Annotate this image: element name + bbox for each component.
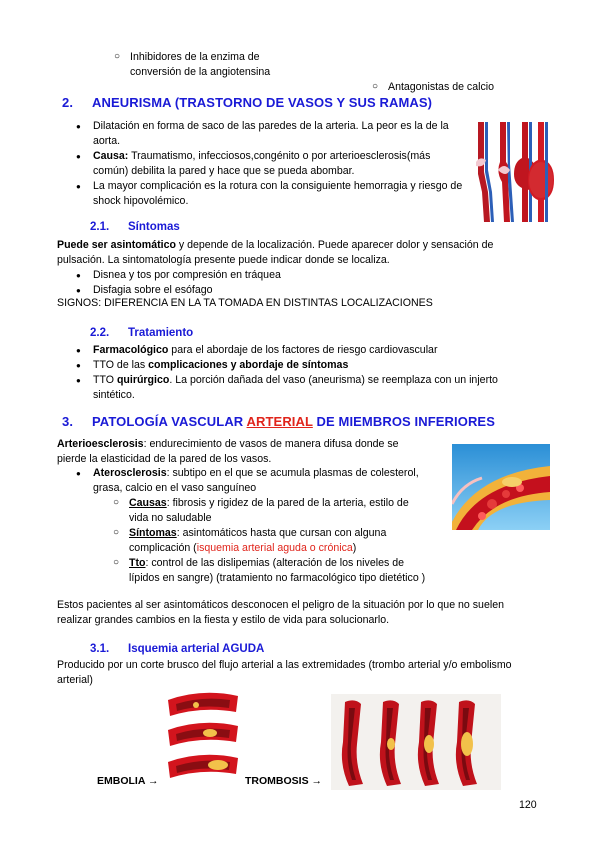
label-bold: Tto [129,557,146,569]
subsection-heading [90,642,264,657]
list-item [73,466,449,586]
aneurysm-illustration [472,122,554,222]
embolism-illustration [166,690,240,782]
text-bold: Farmacológico [93,344,169,356]
list-item-text: : fibrosis y rigidez de la pared de la arteria, estilo de vida no saludable [129,497,409,524]
subsection-number: 2.1. [90,221,110,233]
subsection-heading [90,326,193,341]
text-bold: Arterioesclerosis [57,438,144,450]
list-item-text: Disnea y tos por compresión en tráquea [93,269,281,281]
text-bold: Puede ser asintomático [57,239,176,251]
list-item [73,268,513,283]
section-title-highlight: ARTERIAL [246,414,313,429]
list-item-text: . La porción dañada del vaso (aneurisma) se reemplaza con un injerto sintético. [93,374,498,401]
section-number: 3. [62,414,74,429]
text-bold: Aterosclerosis [93,467,167,479]
list-item [73,119,465,149]
list-item-text: para el abordaje de los factores de riesgo cardiovascular [168,344,438,356]
subsection-title: Isquemia arterial AGUDA [128,643,265,655]
paragraph: Estos pacientes al ser asintomáticos desconocen el peligro de la situación por lo que no suelen realizar grandes cambios en la fiesta y estilo de vida para solucionarlo. [57,599,504,626]
aneurysm-list [73,119,465,209]
page-number: 120 [519,799,537,811]
paragraph: Producido por un corte brusco del flujo arterial a las extremidades (trombo arterial y/o embolismo arterial) [57,659,512,686]
list-item-text: Dilatación en forma de saco de las paredes de la arteria. La peor es la de la aorta. [93,120,449,147]
subsection-heading [90,220,180,235]
signs-line: SIGNOS: DIFERENCIA EN LA TA TOMADA EN DISTINTAS LOCALIZACIONES [57,297,433,309]
subsection-number: 2.2. [90,327,110,339]
paragraph-text: y depende de la localización. Puede aparecer dolor y sensación de pulsación. La sintomatología presente puede indicar donde se localiza. [57,239,494,266]
list-item-text: La mayor complicación es la rotura con la consiguiente hemorragia y riesgo de shock hipovolémico. [93,180,463,207]
treatment-list [73,343,513,403]
list-item [111,526,429,556]
text-bold: complicaciones y abordaje de síntomas [148,359,349,371]
list-item-text: ) [352,542,357,554]
list-item [73,373,513,403]
list-item [112,50,310,80]
caption-embolia: EMBOLIA → [97,775,159,787]
subsection-title: Síntomas [128,221,180,233]
thrombosis-illustration [331,694,501,790]
section-number: 2. [62,95,74,110]
paragraph-text: : endurecimiento de vasos de manera difusa donde se pierde la elasticidad de la pared de los vasos. [57,438,399,465]
list-item-text: : asintomáticos hasta que cursan con alguna complicación ( [129,527,387,554]
section-heading [62,95,432,110]
list-item [370,80,568,95]
section-title: PATOLOGÍA VASCULAR [92,414,247,429]
list-item-text: : control de las dislipemias (alteración de los niveles de lípidos en sangre) (tratamiento no farmacológico tipo dietético ) [129,557,426,584]
list-item [73,358,513,373]
subsection-number: 3.1. [90,643,110,655]
text-red: isquemia arterial aguda o crónica [196,542,353,554]
label-bold: Causa: [93,150,129,162]
sub-list [111,496,429,586]
paragraph [57,238,525,268]
section-heading [62,414,495,429]
list-item [73,343,513,358]
label-bold: Causas [129,497,167,509]
text-bold: quirúrgico [116,374,170,386]
list-item [111,496,429,526]
list-item-text: Antagonistas de calcio [388,81,495,93]
section-title: ANEURISMA (TRASTORNO DE VASOS Y SUS RAMAS) [92,95,433,110]
list-item-text: : subtipo en el que se acumula plasmas de colesterol, grasa, calcio en el vaso sanguíneo [93,467,419,494]
list-item-text: Traumatismo, infecciosos,congénito o por arterioesclerosis(más común) debilita la pared y hace que se pueda abombar. [93,150,431,177]
caption-trombosis: TROMBOSIS → [245,775,323,787]
atherosclerosis-list [73,466,449,586]
list-item-text: TTO de las [93,359,149,371]
list-item [73,149,465,179]
list-item-text: TTO [93,374,117,386]
list-item-text: Disfagia sobre el esófago [93,284,213,296]
list-item-text: Inhibidores de la enzima de conversión de la angiotensina [130,51,271,78]
label-bold: Síntomas [129,527,177,539]
list-item [73,179,465,209]
subsection-title: Tratamiento [128,327,194,339]
atherosclerosis-illustration [452,444,550,530]
list-item [111,556,429,586]
section-title: DE MIEMBROS INFERIORES [312,414,495,429]
paragraph [57,437,427,467]
symptom-list [73,268,513,298]
